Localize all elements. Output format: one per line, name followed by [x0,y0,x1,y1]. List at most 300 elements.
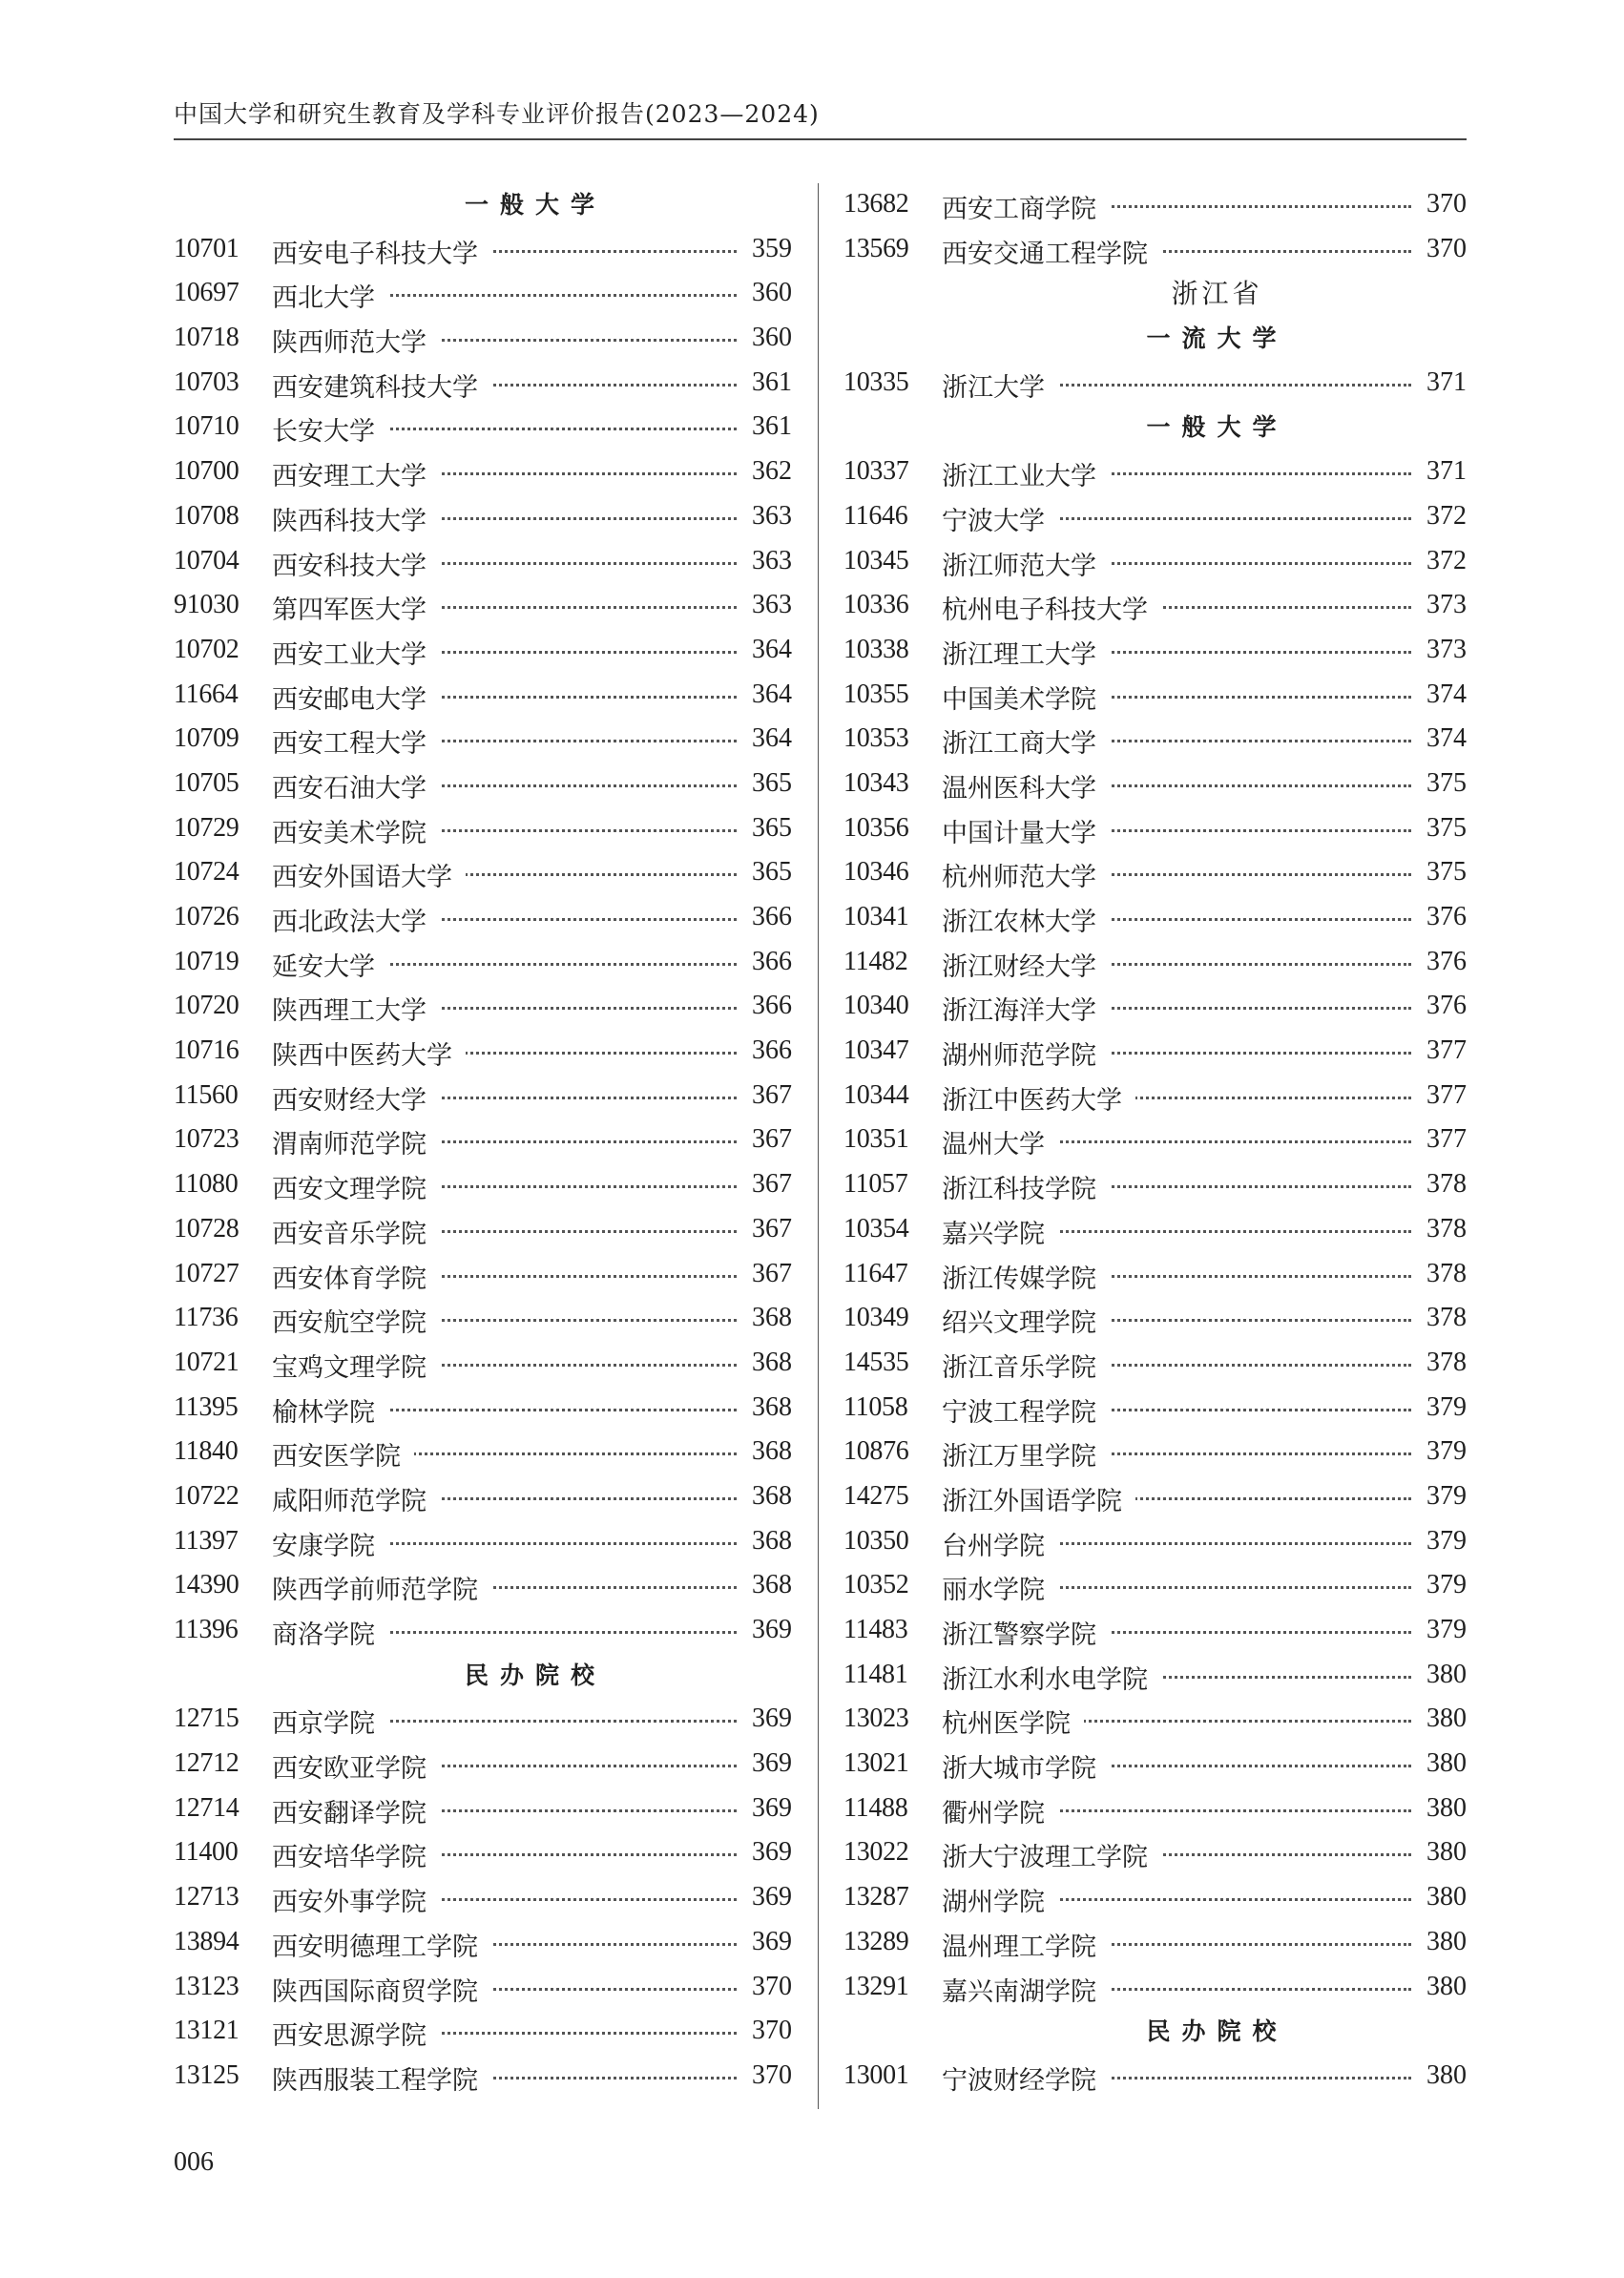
institution-name: 宁波工程学院 [942,1391,1110,1429]
institution-code: 10704 [174,545,239,575]
toc-entry [174,1118,792,1163]
toc-entry [843,1520,1467,1565]
toc-entry [843,362,1467,407]
toc-entry [843,941,1467,986]
toc-entry [843,540,1467,585]
institution-name: 西安交通工程学院 [942,233,1161,270]
institution-name: 陕西科技大学 [272,500,440,537]
institution-name: 西安建筑科技大学 [272,366,491,404]
institution-code: 13001 [843,2059,909,2090]
page-reference: 370 [744,2016,792,2046]
institution-code: 10354 [843,1213,909,1243]
right-general-list [843,450,1467,2010]
institution-name: 浙江农林大学 [942,901,1110,938]
institution-code: 11646 [843,500,908,531]
toc-entry [843,1475,1467,1520]
institution-name: 中国美术学院 [942,679,1110,716]
institution-name: 温州医科大学 [942,767,1110,805]
institution-name: 渭南师范学院 [272,1123,440,1160]
institution-name: 浙江大学 [942,366,1058,404]
toc-entry [174,1966,792,2011]
institution-name: 西安电子科技大学 [272,233,491,270]
institution-name: 陕西理工大学 [272,990,440,1027]
page-reference: 376 [1419,991,1467,1021]
toc-entry [843,1387,1467,1432]
toc-entry [174,1297,792,1342]
page-reference: 368 [744,1392,792,1423]
toc-entry [174,1609,792,1654]
institution-code: 13023 [843,1703,909,1734]
institution-code: 11560 [174,1079,239,1110]
toc-entry [174,1208,792,1253]
institution-name: 浙江理工大学 [942,634,1110,671]
page-reference: 370 [744,1972,792,2002]
left-private-list [174,1698,792,2099]
page-reference: 361 [744,367,792,398]
province-heading: 浙江省 [1171,278,1263,310]
header-rule [174,138,1467,140]
institution-code: 11483 [843,1615,908,1644]
toc-entry [174,1831,792,1876]
institution-code: 14275 [843,1480,909,1511]
page-reference: 378 [1419,1169,1467,1200]
toc-entry [843,1118,1467,1163]
institution-name: 台州学院 [942,1525,1058,1562]
page-reference: 374 [1419,679,1467,710]
page-reference: 368 [744,1570,792,1600]
institution-code: 10722 [174,1480,239,1511]
right-first-class-list [843,362,1467,407]
toc-entry [843,1075,1467,1119]
institution-name: 西安翻译学院 [272,1792,440,1829]
institution-name: 陕西服装工程学院 [272,2059,491,2097]
toc-entry [174,2010,792,2055]
institution-code: 13291 [843,1971,909,2001]
page-reference: 380 [1419,1972,1467,2002]
page-reference: 365 [744,857,792,888]
page-reference: 361 [744,411,792,442]
institution-name: 浙江中医药大学 [942,1079,1135,1117]
institution-code: 12713 [174,1882,239,1912]
institution-code: 10721 [174,1347,239,1377]
institution-code: 12712 [174,1748,239,1779]
institution-name: 西北政法大学 [272,901,440,938]
page-reference: 378 [1419,1259,1467,1289]
toc-entry [174,406,792,450]
toc-entry [174,807,792,852]
institution-code: 13121 [174,2016,239,2046]
institution-code: 10716 [174,1035,239,1066]
institution-name: 西安明德理工学院 [272,1926,491,1963]
institution-name: 浙江科技学院 [942,1168,1110,1205]
institution-code: 10723 [174,1124,239,1155]
institution-name: 西安科技大学 [272,545,440,582]
toc-entry [843,1342,1467,1387]
institution-code: 10352 [843,1570,909,1600]
page-reference: 379 [1419,1570,1467,1600]
institution-name: 陕西师范大学 [272,322,440,359]
page-reference: 380 [1419,1837,1467,1868]
toc-entry [174,1564,792,1609]
toc-entry [843,1966,1467,2011]
institution-code: 11396 [174,1615,239,1644]
institution-name: 西安邮电大学 [272,679,440,716]
institution-code: 10336 [843,590,909,620]
institution-code: 10703 [174,366,239,397]
institution-name: 杭州师范大学 [942,856,1110,893]
institution-code: 10350 [843,1525,909,1556]
page-reference: 368 [744,1303,792,1333]
toc-entry [843,1163,1467,1208]
institution-code: 13125 [174,2059,239,2090]
toc-entry [843,718,1467,763]
toc-entry [174,1475,792,1520]
institution-code: 10876 [843,1436,909,1467]
toc-entry [174,1876,792,1921]
toc-entry [174,985,792,1030]
institution-name: 陕西国际商贸学院 [272,1971,491,2008]
page-reference: 368 [744,1481,792,1512]
page-reference: 359 [744,234,792,264]
toc-entry [843,450,1467,495]
institution-name: 嘉兴南湖学院 [942,1971,1110,2008]
right-private-list [843,2055,1467,2100]
page-reference: 366 [744,991,792,1021]
institution-code: 13021 [843,1748,909,1779]
institution-name: 西安美术学院 [272,812,440,849]
toc-entry [843,763,1467,807]
institution-name: 中国计量大学 [942,812,1110,849]
institution-name: 西北大学 [272,277,388,314]
institution-name: 西安文理学院 [272,1168,440,1205]
institution-name: 西安医学院 [272,1435,414,1473]
institution-code: 10351 [843,1124,909,1155]
page-reference: 373 [1419,635,1467,665]
toc-entry [174,1163,792,1208]
toc-entry [174,1698,792,1743]
page-reference: 379 [1419,1436,1467,1467]
page-reference: 379 [1419,1526,1467,1557]
toc-entry [843,228,1467,273]
institution-name: 衢州学院 [942,1792,1058,1829]
toc-entry [174,1075,792,1119]
institution-code: 13894 [174,1926,239,1956]
page-reference: 369 [744,1927,792,1957]
institution-code: 10729 [174,812,239,843]
page-reference: 378 [1419,1214,1467,1244]
institution-name: 西安外国语大学 [272,856,466,893]
section-heading-general: 一般大学 [464,191,606,219]
section-heading-private: 民办院校 [464,1661,606,1689]
institution-code: 11840 [174,1436,239,1467]
institution-code: 14390 [174,1570,239,1600]
toc-entry [843,1564,1467,1609]
page-reference: 366 [744,1035,792,1066]
page-reference: 360 [744,278,792,308]
institution-name: 西安理工大学 [272,455,440,492]
page-reference: 370 [744,2060,792,2091]
institution-name: 杭州医学院 [942,1703,1084,1740]
institution-code: 10337 [843,456,909,487]
section-heading-first-class: 一流大学 [1146,324,1288,353]
institution-name: 延安大学 [272,946,388,983]
toc-entry [174,1431,792,1475]
institution-name: 西安财经大学 [272,1079,440,1117]
institution-code: 13289 [843,1926,909,1956]
right-continued-list [843,183,1467,272]
page-reference: 377 [1419,1035,1467,1066]
page-reference: 380 [1419,2060,1467,2091]
institution-code: 11395 [174,1391,239,1422]
section-heading-general: 一般大学 [1146,413,1288,442]
institution-name: 西京学院 [272,1703,388,1740]
institution-code: 10719 [174,946,239,976]
institution-code: 12714 [174,1792,239,1823]
toc-entry [174,540,792,585]
toc-entry [174,1743,792,1787]
institution-code: 10353 [843,723,909,754]
toc-entry [843,1297,1467,1342]
institution-code: 10727 [174,1258,239,1288]
page-number: 006 [174,2147,214,2177]
institution-name: 浙江警察学院 [942,1614,1110,1651]
institution-code: 10708 [174,500,239,531]
institution-code: 13287 [843,1882,909,1912]
toc-entry [843,629,1467,674]
toc-entry [174,1030,792,1075]
page-reference: 370 [1419,189,1467,219]
page-reference: 369 [744,1882,792,1912]
toc-entry [843,807,1467,852]
institution-name: 西安思源学院 [272,2015,440,2052]
toc-entry [174,495,792,540]
page-reference: 380 [1419,1882,1467,1912]
institution-code: 13022 [843,1837,909,1868]
page-reference: 379 [1419,1615,1467,1645]
page-reference: 374 [1419,723,1467,754]
institution-code: 10726 [174,902,239,931]
institution-name: 西安体育学院 [272,1258,440,1295]
toc-entry [843,1609,1467,1654]
page-reference: 379 [1419,1392,1467,1423]
institution-code: 10718 [174,323,239,353]
institution-code: 10346 [843,857,909,888]
institution-code: 10700 [174,456,239,487]
column-divider [818,183,819,2109]
institution-code: 11482 [843,946,908,976]
section-heading-private: 民办院校 [1146,2017,1288,2046]
institution-code: 91030 [174,590,239,620]
toc-entry [843,1431,1467,1475]
institution-code: 10344 [843,1079,909,1110]
institution-code: 10720 [174,991,239,1021]
page-reference: 378 [1419,1303,1467,1333]
institution-name: 咸阳师范学院 [272,1480,440,1517]
running-header: 中国大学和研究生教育及学科专业评价报告(2023—2024) [174,100,820,128]
institution-name: 商洛学院 [272,1614,388,1651]
institution-name: 安康学院 [272,1525,388,1562]
toc-entry [843,674,1467,719]
institution-name: 湖州学院 [942,1881,1058,1918]
institution-code: 10355 [843,679,909,709]
institution-name: 西安外事学院 [272,1881,440,1918]
institution-code: 14535 [843,1347,909,1377]
institution-code: 11647 [843,1258,908,1288]
institution-name: 宝鸡文理学院 [272,1347,440,1384]
institution-name: 浙江工商大学 [942,722,1110,760]
toc-entry [843,1030,1467,1075]
institution-code: 13682 [843,189,909,219]
page-reference: 369 [744,1837,792,1868]
toc-entry [843,1743,1467,1787]
toc-entry [843,495,1467,540]
page-reference: 364 [744,723,792,754]
institution-name: 丽水学院 [942,1569,1058,1606]
institution-name: 浙江音乐学院 [942,1347,1110,1384]
page-reference: 369 [744,1793,792,1824]
institution-name: 西安工业大学 [272,634,440,671]
institution-code: 10728 [174,1213,239,1243]
page-reference: 367 [744,1259,792,1289]
institution-code: 10701 [174,233,239,263]
page-reference: 367 [744,1169,792,1200]
page-reference: 363 [744,590,792,620]
page-reference: 378 [1419,1348,1467,1378]
toc-entry [843,1831,1467,1876]
toc-entry [843,183,1467,228]
institution-code: 10697 [174,278,239,308]
right-column [843,183,1467,2100]
page-reference: 368 [744,1436,792,1467]
toc-entry [843,896,1467,941]
institution-name: 宁波财经学院 [942,2059,1110,2097]
institution-code: 11488 [843,1792,908,1823]
institution-name: 西安音乐学院 [272,1213,440,1250]
institution-name: 西安石油大学 [272,767,440,805]
institution-name: 浙江水利水电学院 [942,1659,1161,1696]
toc-entry [174,1342,792,1387]
institution-name: 浙江工业大学 [942,455,1110,492]
toc-entry [174,674,792,719]
institution-code: 10347 [843,1035,909,1066]
page-reference: 380 [1419,1748,1467,1779]
institution-name: 长安大学 [272,410,388,448]
institution-code: 11736 [174,1303,239,1333]
institution-code: 10705 [174,767,239,798]
institution-name: 绍兴文理学院 [942,1302,1110,1339]
institution-code: 11400 [174,1837,239,1868]
institution-code: 12715 [174,1703,239,1734]
page-reference: 360 [744,323,792,353]
page-reference: 372 [1419,546,1467,576]
page-reference: 368 [744,1348,792,1378]
page-reference: 363 [744,501,792,532]
institution-name: 浙江海洋大学 [942,990,1110,1027]
institution-name: 嘉兴学院 [942,1213,1058,1250]
page-reference: 376 [1419,947,1467,977]
toc-entry [174,1253,792,1298]
institution-name: 第四军医大学 [272,589,440,626]
institution-name: 陕西中医药大学 [272,1035,466,1072]
page-reference: 371 [1419,367,1467,398]
institution-name: 杭州电子科技大学 [942,589,1161,626]
page-reference: 369 [744,1703,792,1734]
page-reference: 363 [744,546,792,576]
toc-entry [174,1387,792,1432]
institution-name: 浙江传媒学院 [942,1258,1110,1295]
page-reference: 375 [1419,813,1467,844]
institution-code: 10709 [174,723,239,754]
institution-code: 11664 [174,679,239,709]
institution-name: 浙大城市学院 [942,1747,1110,1785]
institution-name: 西安欧亚学院 [272,1747,440,1785]
institution-name: 宁波大学 [942,500,1058,537]
page-reference: 371 [1419,456,1467,487]
institution-name: 浙江师范大学 [942,545,1110,582]
page-reference: 372 [1419,501,1467,532]
institution-name: 温州大学 [942,1123,1058,1160]
toc-entry [174,2055,792,2100]
page-reference: 367 [744,1080,792,1111]
page-reference: 369 [744,1748,792,1779]
page-reference: 369 [744,1615,792,1645]
toc-entry [174,941,792,986]
institution-code: 10356 [843,812,909,843]
left-general-list [174,228,792,1654]
toc-entry [843,1654,1467,1699]
institution-name: 湖州师范学院 [942,1035,1110,1072]
institution-code: 10345 [843,545,909,575]
institution-code: 11481 [843,1659,908,1689]
toc-entry [843,1698,1467,1743]
page-reference: 364 [744,679,792,710]
toc-entry [174,851,792,896]
toc-entry [843,985,1467,1030]
institution-name: 浙大宁波理工学院 [942,1836,1161,1873]
toc-entry [174,362,792,407]
page-reference: 367 [744,1124,792,1155]
page-reference: 365 [744,813,792,844]
page-reference: 380 [1419,1660,1467,1690]
page-reference: 366 [744,902,792,932]
toc-entry [174,272,792,317]
toc-entry [174,1921,792,1966]
page-reference: 370 [1419,234,1467,264]
institution-code: 11057 [843,1169,908,1200]
toc-entry [174,317,792,362]
page-reference: 373 [1419,590,1467,620]
toc-entry [174,584,792,629]
toc-entry [174,228,792,273]
institution-code: 10724 [174,857,239,888]
institution-name: 西安培华学院 [272,1836,440,1873]
toc-entry [174,718,792,763]
toc-entry [843,1876,1467,1921]
left-column [174,183,792,2100]
toc-entry [843,851,1467,896]
page-reference: 362 [744,456,792,487]
page-reference: 380 [1419,1703,1467,1734]
toc-entry [174,896,792,941]
institution-code: 10702 [174,634,239,664]
institution-code: 10340 [843,991,909,1021]
institution-name: 浙江万里学院 [942,1435,1110,1473]
toc-entry [843,1253,1467,1298]
page-reference: 379 [1419,1481,1467,1512]
page-reference: 367 [744,1214,792,1244]
toc-entry [843,1921,1467,1966]
toc-entry [174,1520,792,1565]
